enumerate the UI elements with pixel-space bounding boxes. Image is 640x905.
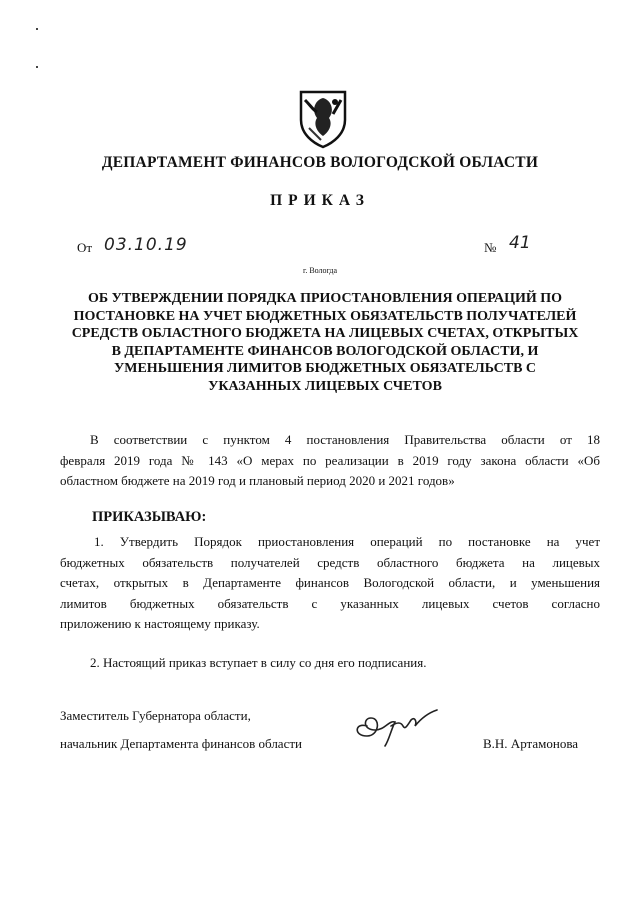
title-line: УМЕНЬШЕНИЯ ЛИМИТОВ БЮДЖЕТНЫХ ОБЯЗАТЕЛЬСТВ С — [113, 361, 537, 376]
number-label: № — [484, 240, 497, 255]
text-line: областном бюджете на 2019 год и плановый период 2020 и 2021 годов» — [60, 473, 455, 488]
text-line: счетах, открытых в Департаменте финансов Вологодской области, и уменьшения — [60, 575, 600, 590]
department-name: ДЕПАРТАМЕНТ ФИНАНСОВ ВОЛОГОДСКОЙ ОБЛАСТИ — [101, 154, 539, 171]
document-type: ПРИКАЗ — [270, 192, 370, 209]
text-line: 1. Утвердить Порядок приостановления операций по постановке на учет — [94, 534, 600, 549]
date-label: От — [77, 240, 93, 255]
title-line: ПОСТАНОВКЕ НА УЧЕТ БЮДЖЕТНЫХ ОБЯЗАТЕЛЬСТВ ПОЛУЧАТЕЛЕЙ — [73, 308, 577, 324]
title-line: УКАЗАННЫХ ЛИЦЕВЫХ СЧЕТОВ — [208, 378, 442, 394]
text-line: бюджетных обязательств получателей средств областного бюджета на лицевых — [60, 554, 600, 570]
text-line: февраля 2019 года № 143 «О мерах по реализации в 2019 году закона области «Об — [60, 452, 600, 468]
handwritten-signature-icon — [345, 700, 445, 750]
signatory-position-line2: начальник Департамента финансов области — [60, 736, 302, 751]
signatory-name: В.Н. Артамонова — [483, 736, 579, 751]
title-line: В ДЕПАРТАМЕНТЕ ФИНАНСОВ ВОЛОГОДСКОЙ ОБЛАСТИ, И — [111, 343, 539, 359]
text-line: лимитов бюджетных обязательств с указанных лицевых счетов согласно — [60, 595, 600, 611]
coat-of-arms-icon — [295, 88, 351, 150]
city-name: г. Вологда — [302, 266, 338, 275]
item-2-paragraph: 2. Настоящий приказ вступает в силу со дня его подписания. — [90, 655, 427, 670]
order-date: 03.10.19 — [104, 235, 188, 255]
order-number: 41 — [509, 233, 531, 253]
scan-speck — [36, 66, 38, 68]
title-line: ОБ УТВЕРЖДЕНИИ ПОРЯДКА ПРИОСТАНОВЛЕНИЯ ОПЕРАЦИЙ ПО — [87, 291, 563, 306]
item-1-paragraph — [60, 532, 600, 635]
text-line: приложению к настоящему приказу. — [60, 616, 260, 631]
scan-speck — [36, 28, 38, 30]
order-title — [60, 290, 590, 395]
signatory-position-line1: Заместитель Губернатора области, — [60, 708, 251, 723]
decree-word: ПРИКАЗЫВАЮ: — [92, 509, 207, 525]
title-line: СРЕДСТВ ОБЛАСТНОГО БЮДЖЕТА НА ЛИЦЕВЫХ СЧЕТАХ, ОТКРЫТЫХ — [71, 326, 579, 341]
preamble-paragraph — [60, 430, 600, 492]
text-line: В соответствии с пунктом 4 постановления Правительства области от 18 — [90, 432, 600, 447]
